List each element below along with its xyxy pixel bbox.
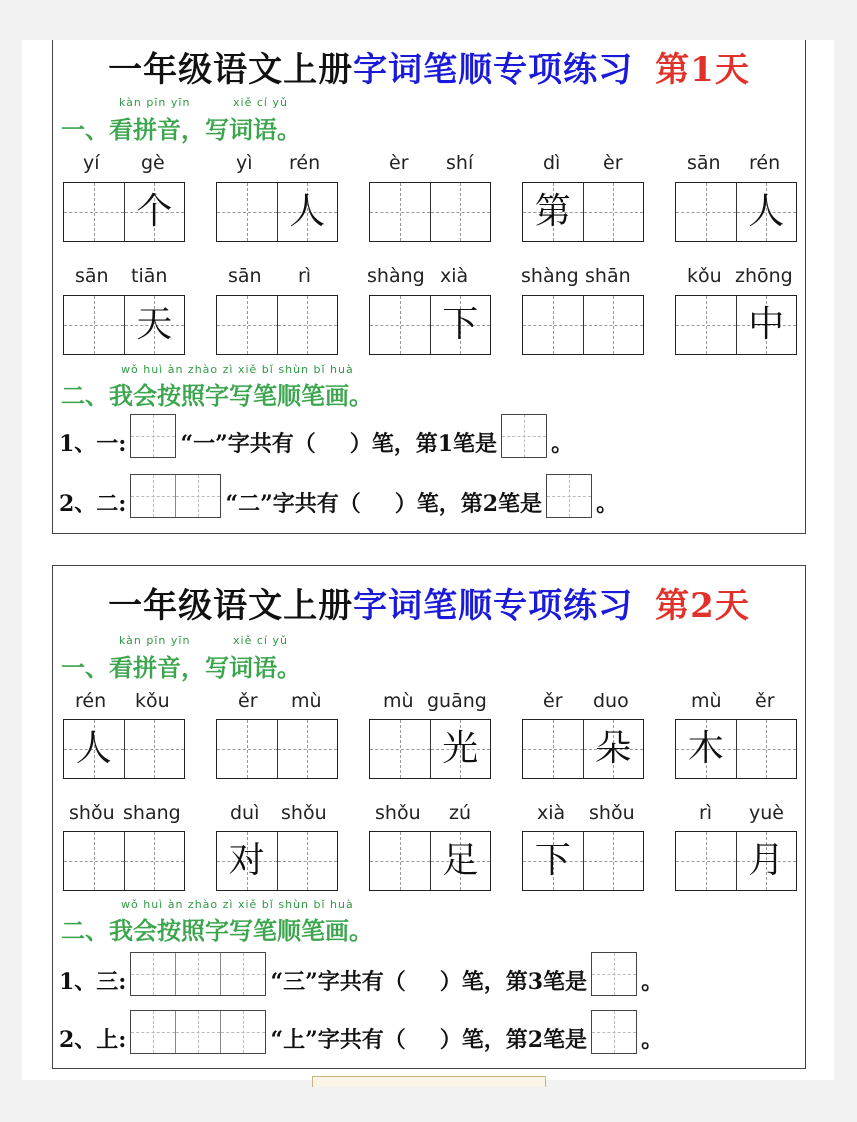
written-char: 对 <box>228 840 265 881</box>
question-text-a: “二”字共有（ <box>225 491 361 517</box>
tianzige-box[interactable] <box>63 182 185 242</box>
pinyin-label: èr <box>603 152 623 174</box>
pinyin-label: xià <box>537 802 566 824</box>
stroke-grid-cell[interactable] <box>175 475 220 517</box>
worksheet-day-1 <box>52 40 806 534</box>
tianzige-cell[interactable] <box>124 720 185 778</box>
tianzige-cell[interactable] <box>430 832 491 890</box>
pinyin-label: zhōng <box>735 265 793 287</box>
section1-ruby-a: kàn pīn yīn <box>119 96 191 109</box>
question-end: 。 <box>551 431 574 457</box>
pinyin-label: shàng <box>521 265 579 287</box>
pinyin-label: xià <box>440 265 469 287</box>
tianzige-box[interactable] <box>522 182 644 242</box>
pinyin-label: tiān <box>131 265 168 287</box>
stroke-question <box>59 1010 663 1054</box>
tianzige-cell[interactable] <box>370 720 430 778</box>
pinyin-label: shí <box>446 152 474 174</box>
pinyin-label: mù <box>291 690 322 712</box>
tianzige-cell[interactable] <box>64 296 124 354</box>
pinyin-label: shang <box>123 802 181 824</box>
worksheet-title <box>53 578 805 627</box>
tianzige-cell[interactable] <box>217 832 277 890</box>
tianzige-cell[interactable] <box>217 720 277 778</box>
tianzige-cell[interactable] <box>370 183 430 241</box>
pinyin-label: shān <box>585 265 631 287</box>
next-page-edge <box>312 1076 546 1087</box>
tianzige-cell[interactable] <box>736 296 797 354</box>
title-part-grade: 一年级语文上册 <box>108 586 354 626</box>
written-char: 光 <box>442 728 479 769</box>
stroke-grid-cell[interactable] <box>592 1011 636 1053</box>
pinyin-label: gè <box>141 152 165 174</box>
tianzige-cell[interactable] <box>736 720 797 778</box>
stroke-grid[interactable] <box>130 1010 266 1054</box>
tianzige-box[interactable] <box>675 831 797 891</box>
tianzige-cell[interactable] <box>523 296 583 354</box>
tianzige-cell[interactable] <box>523 183 583 241</box>
tianzige-cell[interactable] <box>124 296 185 354</box>
section2-heading: 二、我会按照字写笔顺笔画。 <box>61 916 373 945</box>
pinyin-label: shàng <box>367 265 425 287</box>
pinyin-label: rén <box>749 152 781 174</box>
tianzige-box[interactable] <box>522 831 644 891</box>
pinyin-label: duì <box>230 802 260 824</box>
question-text-b: ）笔，第1笔是 <box>349 431 498 457</box>
stroke-grid-cell[interactable] <box>131 415 175 457</box>
written-char: 人 <box>289 191 326 232</box>
stroke-grid-cell[interactable] <box>175 953 220 995</box>
tianzige-cell[interactable] <box>217 183 277 241</box>
pinyin-label: yì <box>236 152 253 174</box>
question-label: 2、上: <box>59 1027 127 1053</box>
tianzige-box[interactable] <box>216 295 338 355</box>
title-part-topic: 字词笔顺专项练习 <box>353 586 634 626</box>
pinyin-label: mù <box>691 690 722 712</box>
pinyin-label: yí <box>83 152 100 174</box>
stroke-question <box>59 952 663 996</box>
stroke-grid-cell[interactable] <box>592 953 636 995</box>
tianzige-box[interactable] <box>369 182 491 242</box>
tianzige-cell[interactable] <box>277 183 338 241</box>
tianzige-cell[interactable] <box>523 720 583 778</box>
tianzige-box[interactable] <box>369 831 491 891</box>
tianzige-cell[interactable] <box>64 183 124 241</box>
written-char: 天 <box>136 304 173 345</box>
question-end: 。 <box>596 491 619 517</box>
section2-ruby: wǒ huì àn zhào zì xiě bǐ shùn bǐ huà <box>121 898 354 911</box>
question-label: 2、二: <box>59 491 127 517</box>
stroke-grid-cell[interactable] <box>131 1011 175 1053</box>
written-char: 下 <box>442 304 479 345</box>
tianzige-cell[interactable] <box>430 296 491 354</box>
stroke-grid-cell[interactable] <box>220 1011 265 1053</box>
stroke-answer-grid[interactable] <box>591 952 637 996</box>
question-end: 。 <box>641 1027 664 1053</box>
pinyin-label: èr <box>389 152 409 174</box>
question-text-b: ）笔，第3笔是 <box>439 969 588 995</box>
stroke-answer-grid[interactable] <box>501 414 547 458</box>
title-part-grade: 一年级语文上册 <box>108 50 354 90</box>
tianzige-cell[interactable] <box>583 183 644 241</box>
tianzige-cell[interactable] <box>277 296 338 354</box>
tianzige-box[interactable] <box>369 719 491 779</box>
stroke-grid-cell[interactable] <box>220 953 265 995</box>
question-text-a: “三”字共有（ <box>270 969 406 995</box>
tianzige-box[interactable] <box>63 719 185 779</box>
stroke-question <box>59 414 573 458</box>
tianzige-cell[interactable] <box>736 832 797 890</box>
tianzige-cell[interactable] <box>676 296 736 354</box>
tianzige-cell[interactable] <box>277 832 338 890</box>
worksheet-title <box>53 42 805 91</box>
question-label: 1、三: <box>59 969 127 995</box>
written-char: 木 <box>687 728 724 769</box>
section2-heading: 二、我会按照字写笔顺笔画。 <box>61 381 373 410</box>
tianzige-cell[interactable] <box>430 183 491 241</box>
question-text-a: “一”字共有（ <box>180 431 316 457</box>
question-text-b: ）笔，第2笔是 <box>394 491 543 517</box>
worksheet-day-2 <box>52 565 806 1069</box>
tianzige-box[interactable] <box>63 831 185 891</box>
stroke-grid-cell[interactable] <box>131 953 175 995</box>
pinyin-label: guāng <box>427 690 487 712</box>
pinyin-label: sān <box>687 152 721 174</box>
tianzige-cell[interactable] <box>676 183 736 241</box>
pinyin-label: shǒu <box>589 802 635 824</box>
tianzige-cell[interactable] <box>277 720 338 778</box>
tianzige-box[interactable] <box>522 295 644 355</box>
pinyin-label: rén <box>289 152 321 174</box>
title-part-topic: 字词笔顺专项练习 <box>353 50 634 90</box>
pinyin-label: kǒu <box>135 690 170 712</box>
tianzige-box[interactable] <box>675 295 797 355</box>
tianzige-box[interactable] <box>216 831 338 891</box>
stroke-grid-cell[interactable] <box>502 415 546 457</box>
tianzige-cell[interactable] <box>370 832 430 890</box>
tianzige-cell[interactable] <box>370 296 430 354</box>
written-char: 足 <box>442 840 479 881</box>
pinyin-label: yuè <box>749 802 784 824</box>
left-gutter <box>0 0 22 1080</box>
stroke-grid-cell[interactable] <box>175 1011 220 1053</box>
written-char: 个 <box>136 191 173 232</box>
stroke-grid[interactable] <box>130 952 266 996</box>
pinyin-label: ěr <box>755 690 775 712</box>
tianzige-cell[interactable] <box>124 832 185 890</box>
pinyin-label: ěr <box>238 690 258 712</box>
section1-heading: 一、看拼音，写词语。 <box>61 115 301 144</box>
title-part-day: 第1天 <box>655 50 750 90</box>
pinyin-label: shǒu <box>375 802 421 824</box>
tianzige-cell[interactable] <box>676 832 736 890</box>
pinyin-label: ěr <box>543 690 563 712</box>
tianzige-box[interactable] <box>216 719 338 779</box>
stroke-grid-cell[interactable] <box>131 475 175 517</box>
stroke-grid-cell[interactable] <box>547 475 591 517</box>
tianzige-cell[interactable] <box>736 183 797 241</box>
tianzige-cell[interactable] <box>583 296 644 354</box>
tianzige-cell[interactable] <box>124 183 185 241</box>
written-char: 下 <box>534 840 571 881</box>
tianzige-cell[interactable] <box>217 296 277 354</box>
pinyin-label: shǒu <box>281 802 327 824</box>
stroke-question <box>59 474 618 518</box>
question-text-a: “上”字共有（ <box>270 1027 406 1053</box>
section2-ruby: wǒ huì àn zhào zì xiě bǐ shùn bǐ huà <box>121 363 354 376</box>
question-text-b: ）笔，第2笔是 <box>439 1027 588 1053</box>
pinyin-label: zú <box>449 802 472 824</box>
tianzige-cell[interactable] <box>583 832 644 890</box>
question-label: 1、一: <box>59 431 127 457</box>
section1-ruby-b: xiě cí yǔ <box>233 634 288 647</box>
tianzige-cell[interactable] <box>523 832 583 890</box>
written-char: 人 <box>75 728 112 769</box>
stroke-answer-grid[interactable] <box>591 1010 637 1054</box>
written-char: 第 <box>534 191 571 232</box>
pinyin-label: sān <box>228 265 262 287</box>
pinyin-label: kǒu <box>687 265 722 287</box>
tianzige-cell[interactable] <box>64 720 124 778</box>
pinyin-label: rì <box>699 802 713 824</box>
pinyin-label: shǒu <box>69 802 115 824</box>
tianzige-cell[interactable] <box>64 832 124 890</box>
tianzige-cell[interactable] <box>583 720 644 778</box>
written-char: 中 <box>748 304 785 345</box>
tianzige-box[interactable] <box>675 182 797 242</box>
stroke-grid[interactable] <box>130 474 221 518</box>
pinyin-label: dì <box>543 152 561 174</box>
written-char: 月 <box>748 840 785 881</box>
section1-ruby-a: kàn pīn yīn <box>119 634 191 647</box>
question-end: 。 <box>641 969 664 995</box>
pinyin-label: sān <box>75 265 109 287</box>
tianzige-box[interactable] <box>216 182 338 242</box>
pinyin-label: mù <box>383 690 414 712</box>
tianzige-box[interactable] <box>63 295 185 355</box>
written-char: 人 <box>748 191 785 232</box>
stroke-grid[interactable] <box>130 414 176 458</box>
pinyin-label: duo <box>593 690 629 712</box>
pinyin-label: rì <box>298 265 312 287</box>
stroke-answer-grid[interactable] <box>546 474 592 518</box>
tianzige-box[interactable] <box>675 719 797 779</box>
tianzige-box[interactable] <box>369 295 491 355</box>
tianzige-cell[interactable] <box>430 720 491 778</box>
section1-heading: 一、看拼音，写词语。 <box>61 653 301 682</box>
title-part-day: 第2天 <box>655 586 750 626</box>
section1-ruby-b: xiě cí yǔ <box>233 96 288 109</box>
tianzige-cell[interactable] <box>676 720 736 778</box>
pinyin-label: rén <box>75 690 107 712</box>
tianzige-box[interactable] <box>522 719 644 779</box>
written-char: 朵 <box>595 728 632 769</box>
